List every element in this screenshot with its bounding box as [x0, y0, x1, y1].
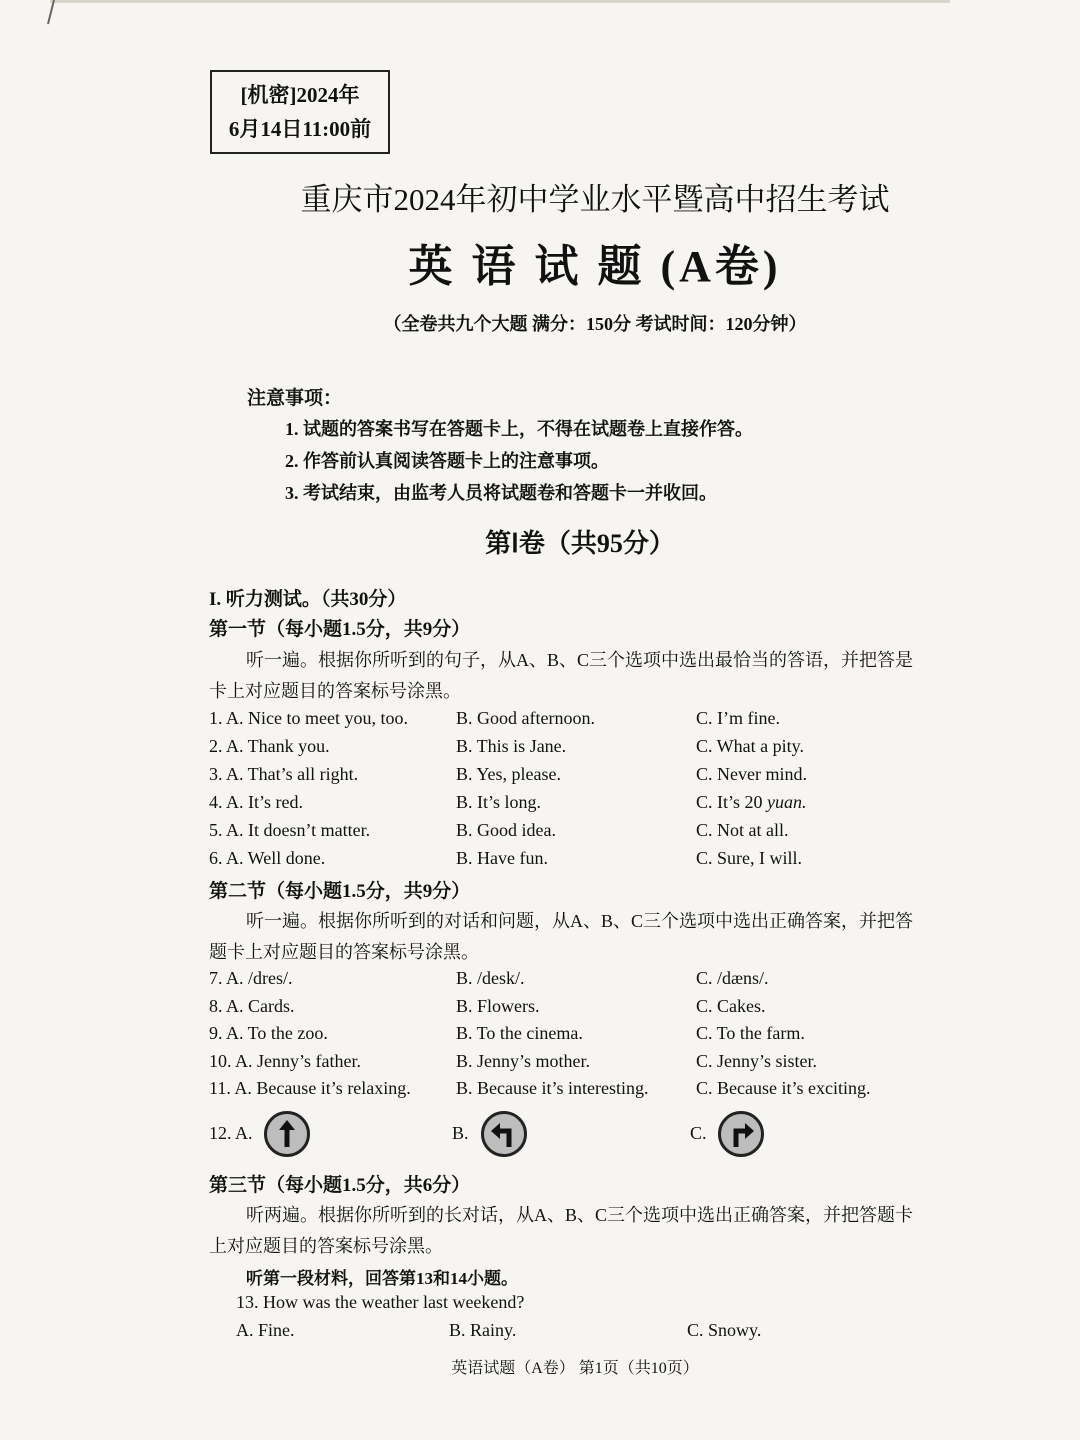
option-c: C. Because it’s exciting. [696, 1078, 871, 1098]
option-c: C. /dæns/. [696, 968, 769, 988]
option-a: 5. A. It doesn’t matter. [209, 820, 371, 840]
q12-option-b: B. [452, 1123, 469, 1143]
option-a: 3. A. That’s all right. [209, 764, 359, 784]
option-a: 7. A. /dres/. [209, 968, 293, 988]
option-a: 8. A. Cards. [209, 996, 295, 1016]
notice-item: 2. 作答前认真阅读答题卡上的注意事项。 [285, 451, 609, 471]
option-c: C. Jenny’s sister. [696, 1051, 818, 1071]
sub3-instr-line2: 上对应题目的答案标号涂黑。 [209, 1236, 443, 1256]
option-c: C. I’m fine. [696, 708, 780, 728]
sub1-instr-line1: 听一遍。根据你所听到的句子，从A、B、C三个选项中选出最恰当的答语，并把答是 [246, 650, 914, 670]
option-c-italic: yuan. [767, 792, 807, 812]
option-c: C. Snowy. [687, 1320, 762, 1340]
turn-left-icon [481, 1111, 527, 1157]
part-title: 第Ⅰ卷（共95分） [485, 529, 675, 558]
option-b: B. Have fun. [456, 848, 548, 868]
option-a: 11. A. Because it’s relaxing. [209, 1078, 411, 1098]
sub2-instructions [209, 906, 954, 968]
option-a: 6. A. Well done. [209, 848, 326, 868]
option-c: C. Not at all. [696, 820, 789, 840]
sub3-instr-line1: 听两遍。根据你所听到的长对话，从A、B、C三个选项中选出正确答案，并把答题卡 [246, 1205, 914, 1225]
confidential-line1: [机密]2024年 [240, 83, 360, 107]
option-a: 2. A. Thank you. [209, 736, 330, 756]
option-a: A. Fine. [236, 1320, 295, 1340]
straight-arrow-icon [264, 1111, 310, 1157]
page-top-edge [50, 0, 950, 3]
turn-right-icon [718, 1111, 764, 1157]
sub3-title: 第三节（每小题1.5分，共6分） [209, 1175, 471, 1196]
option-a: 4. A. It’s red. [209, 792, 303, 812]
option-b: B. Flowers. [456, 996, 540, 1016]
option-b: B. /desk/. [456, 968, 525, 988]
option-c: C. Sure, I will. [696, 848, 802, 868]
notice-heading: 注意事项： [247, 388, 343, 409]
exam-title: 重庆市2024年初中学业水平暨高中招生考试 [300, 182, 890, 217]
option-a: 1. A. Nice to meet you, too. [209, 708, 408, 728]
confidential-line2: 6月14日11:00前 [228, 117, 372, 141]
exam-info: （全卷共九个大题 满分：150分 考试时间：120分钟） [383, 314, 807, 334]
sub1-title: 第一节（每小题1.5分，共9分） [209, 619, 471, 640]
question-stem: 13. How was the weather last weekend? [236, 1292, 525, 1312]
q12-option-c: C. [690, 1123, 707, 1143]
option-b: B. This is Jane. [456, 736, 567, 756]
material-note: 听第一段材料，回答第13和14小题。 [246, 1269, 518, 1288]
sub1-instr-line2: 卡上对应题目的答案标号涂黑。 [209, 681, 461, 701]
option-c [696, 792, 807, 813]
confidential-box [210, 70, 390, 154]
option-c: C. Cakes. [696, 996, 766, 1016]
q12-option-a: 12. A. [209, 1123, 253, 1143]
notice-item: 1. 试题的答案书写在答题卡上，不得在试题卷上直接作答。 [285, 419, 753, 439]
option-b: B. Rainy. [449, 1320, 517, 1340]
option-b: B. It’s long. [456, 792, 542, 812]
sub1-instructions [209, 645, 954, 707]
option-b: B. Yes, please. [456, 764, 562, 784]
corner-mark [44, 0, 60, 28]
option-c: C. Never mind. [696, 764, 807, 784]
sub3-instructions [209, 1200, 954, 1262]
subject-title: 英 语 试 题 (A卷) [408, 242, 782, 291]
option-c: C. To the farm. [696, 1023, 805, 1043]
page-footer: 英语试题（A卷） 第1页（共10页） [451, 1360, 699, 1377]
option-b: B. To the cinema. [456, 1023, 583, 1043]
sub2-instr-line2: 题卡上对应题目的答案标号涂黑。 [209, 942, 479, 962]
option-b: B. Jenny’s mother. [456, 1051, 590, 1071]
option-b: B. Good idea. [456, 820, 556, 840]
option-c-text: C. It’s 20 [696, 792, 763, 812]
option-a: 10. A. Jenny’s father. [209, 1051, 361, 1071]
option-a: 9. A. To the zoo. [209, 1023, 328, 1043]
notice-item: 3. 考试结束，由监考人员将试题卷和答题卡一并收回。 [285, 483, 717, 503]
sub2-title: 第二节（每小题1.5分，共9分） [209, 881, 471, 902]
option-c: C. What a pity. [696, 736, 804, 756]
section-heading: I. 听力测试。（共30分） [209, 589, 407, 610]
option-b: B. Because it’s interesting. [456, 1078, 649, 1098]
sub2-instr-line1: 听一遍。根据你所听到的对话和问题，从A、B、C三个选项中选出正确答案，并把答 [246, 911, 914, 931]
option-b: B. Good afternoon. [456, 708, 595, 728]
